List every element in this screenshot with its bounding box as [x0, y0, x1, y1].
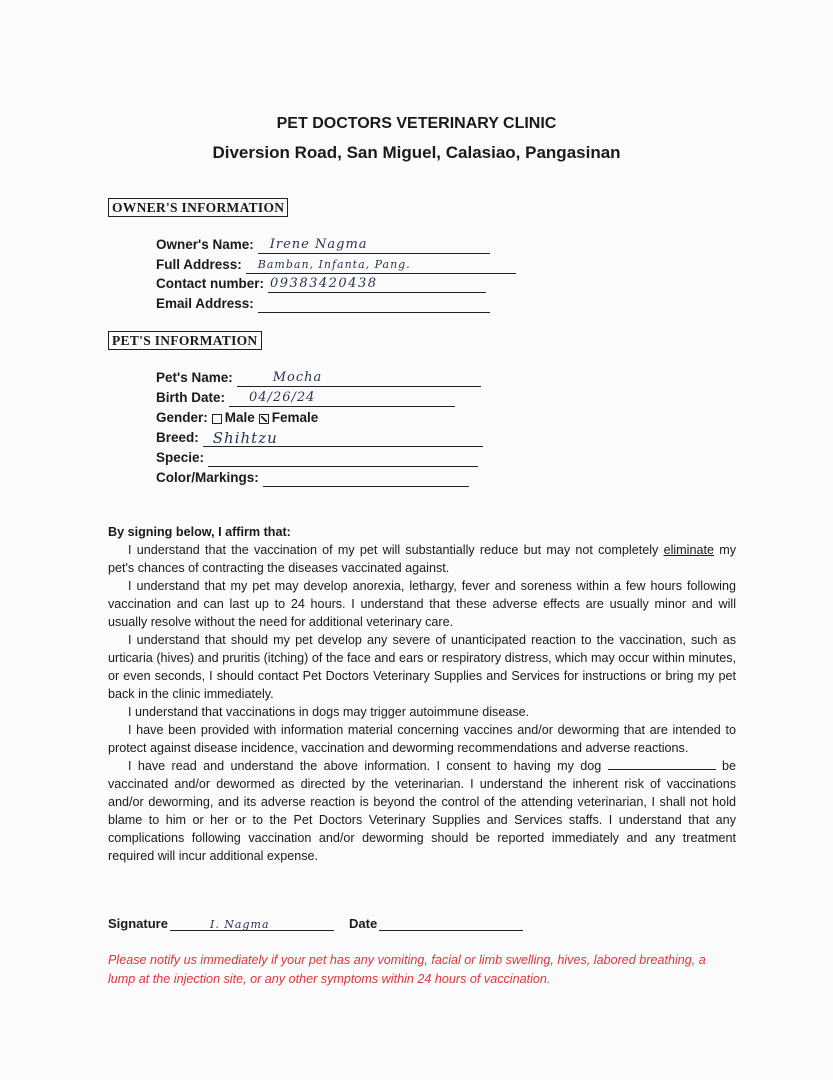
pet-name-field	[156, 369, 481, 387]
gender-label: Gender:	[156, 410, 208, 425]
gender-female-checkbox[interactable]	[259, 414, 269, 424]
underlined-word: eliminate	[663, 543, 714, 557]
owner-section-heading: OWNER'S INFORMATION	[108, 198, 288, 217]
date-input[interactable]	[379, 916, 523, 931]
contact-number-label: Contact number:	[156, 276, 264, 291]
affirmation-text-segment: I understand that the vaccination of my pet will substantially reduce but may not completely	[128, 543, 664, 557]
affirmation-paragraph	[108, 541, 736, 577]
birth-date-label: Birth Date:	[156, 390, 226, 405]
clinic-address: Diversion Road, San Miguel, Calasiao, Pangasinan	[212, 143, 621, 162]
full-address-value: Bamban, Infanta, Pang.	[257, 258, 411, 271]
clinic-name: PET DOCTORS VETERINARY CLINIC	[276, 115, 557, 132]
gender-female-label: Female	[271, 410, 319, 425]
email-label: Email Address:	[156, 296, 254, 311]
notice-text: Please notify us immediately if your pet has any vomiting, facial or limb swelling, hives, labored breathing, a lump at the injection site, or any other symptoms within 24 hours of vaccination.	[108, 953, 706, 986]
specie-input[interactable]	[208, 452, 478, 467]
date-field	[349, 916, 523, 931]
full-address-field	[156, 256, 516, 274]
dog-name-blank[interactable]	[608, 759, 716, 770]
affirmation-paragraph	[108, 757, 736, 865]
signature-field	[108, 916, 334, 931]
pet-section-heading: PET'S INFORMATION	[108, 331, 262, 350]
breed-input[interactable]	[203, 429, 483, 447]
gender-male-label: Male	[224, 410, 255, 425]
color-markings-field	[156, 469, 469, 487]
owner-name-value: Irene Nagma	[269, 237, 368, 252]
date-label: Date	[349, 916, 378, 931]
specie-field	[156, 449, 478, 467]
pet-name-input[interactable]	[237, 372, 481, 387]
owner-name-field	[156, 236, 490, 254]
full-address-input[interactable]	[246, 259, 516, 274]
affirmation-text-segment: my pet's chances of contracting the diseases vaccinated against.	[108, 543, 736, 575]
affirmation-text	[108, 523, 736, 865]
breed-label: Breed:	[156, 430, 199, 445]
contact-number-field	[156, 275, 486, 293]
gender-field	[156, 409, 318, 427]
affirmation-text-segment: I have read and understand the above information. I consent to having my dog	[128, 759, 608, 773]
signature-input[interactable]	[170, 916, 334, 931]
color-markings-label: Color/Markings:	[156, 470, 259, 485]
pet-name-label: Pet's Name:	[156, 370, 233, 385]
contact-number-value: 09383420438	[270, 276, 378, 291]
pet-name-value: Mocha	[272, 370, 323, 385]
owner-name-input[interactable]	[258, 239, 490, 254]
affirmation-paragraph: I understand that should my pet develop any severe of unanticipated reaction to the vaccination, such as urticaria (hives) and pruritis (itching) of the face and ears or respiratory distress, which may occur within minutes, or even seconds, I should contact Pet Doctors Veterinary Supplies and Services for instructions or bring my pet back in the clinic immediately.	[108, 633, 736, 701]
email-field	[156, 295, 490, 313]
birth-date-field	[156, 389, 455, 407]
birth-date-value: 04/26/24	[249, 390, 316, 405]
affirmation-paragraph: I have been provided with information material concerning vaccines and/or deworming that are intended to protect against disease incidence, vaccination and deworming recommendations and adverse reactions.	[108, 723, 736, 755]
affirmation-text-segment: be vaccinated and/or dewormed as directed by the veterinarian. I understand the inherent risk of vaccinations and/or deworming, and its adverse reaction is beyond the control of the attending veterinarian, I shall not hold blame to him or her or to the Pet Doctors Veterinary Supplies and Services staffs. I understand that any complications following vaccination and/or deworming should be reported immediately and any treatment required will incur additional expense.	[108, 759, 737, 863]
affirmation-paragraph: I understand that my pet may develop anorexia, lethargy, fever and soreness within a few hours following vaccination and can last up to 24 hours. I understand that these adverse effects are usually minor and will usually resolve without the need for additional veterinary care.	[108, 579, 736, 629]
contact-number-input[interactable]	[268, 278, 486, 293]
affirmation-paragraph: I understand that vaccinations in dogs may trigger autoimmune disease.	[128, 705, 530, 719]
color-markings-input[interactable]	[263, 472, 469, 487]
birth-date-input[interactable]	[229, 392, 455, 407]
breed-field	[156, 429, 483, 447]
signature-label: Signature	[108, 916, 168, 931]
specie-label: Specie:	[156, 450, 205, 465]
full-address-label: Full Address:	[156, 257, 242, 272]
signature-value: I. Nagma	[209, 918, 270, 931]
owner-name-label: Owner's Name:	[156, 237, 254, 252]
breed-value: Shihtzu	[212, 429, 278, 447]
affirmation-lead: By signing below, I affirm that:	[108, 525, 291, 539]
gender-male-checkbox[interactable]	[212, 414, 222, 424]
email-input[interactable]	[258, 298, 490, 313]
